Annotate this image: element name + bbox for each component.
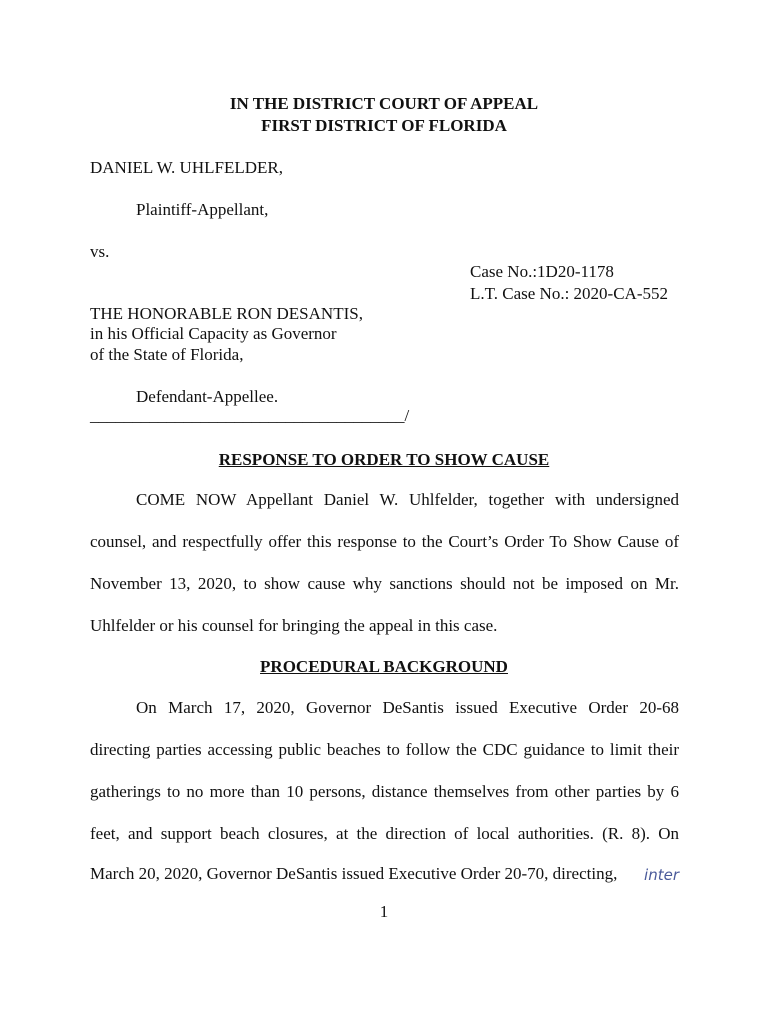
paragraph1-line3: November 13, 2020, to show cause why sanctions should not be imposed on Mr. (90, 574, 679, 593)
defendant-role: Defendant-Appellee. (136, 387, 279, 406)
paragraph2-line5-wrapper (90, 864, 679, 884)
defendant-capacity: in his Official Capacity as Governor (90, 324, 337, 343)
lower-tribunal-case-number: L.T. Case No.: 2020-CA-552 (470, 284, 668, 303)
paragraph1-line4: Uhlfelder or his counsel for bringing the appeal in this case. (90, 616, 498, 635)
paragraph1-line2: counsel, and respectfully offer this response to the Court’s Order To Show Cause of (90, 532, 679, 551)
versus-label: vs. (90, 242, 110, 261)
document-title: RESPONSE TO ORDER TO SHOW CAUSE (218, 450, 550, 469)
case-number: Case No.:1D20-1178 (470, 262, 614, 281)
caption-separator: _____________________________________/ (90, 406, 410, 425)
plaintiff-name: DANIEL W. UHLFELDER, (90, 158, 283, 177)
section-heading: PROCEDURAL BACKGROUND (260, 657, 508, 676)
paragraph2-line5: March 20, 2020, Governor DeSantis issued Executive Order 20-70, directing, (90, 864, 618, 883)
paragraph2-italic-term: inter (644, 866, 679, 884)
paragraph2-line4: feet, and support beach closures, at the direction of local authorities. (R. 8). On (90, 824, 679, 843)
court-heading-line2: FIRST DISTRICT OF FLORIDA (261, 116, 507, 135)
defendant-state: of the State of Florida, (90, 345, 244, 364)
page-number: 1 (379, 902, 389, 921)
defendant-name: THE HONORABLE RON DESANTIS, (90, 304, 363, 323)
court-heading-line1: IN THE DISTRICT COURT OF APPEAL (229, 94, 539, 113)
paragraph2-line3: gatherings to no more than 10 persons, distance themselves from other parties by 6 (90, 782, 679, 801)
paragraph2-line1: On March 17, 2020, Governor DeSantis issued Executive Order 20-68 (136, 698, 679, 717)
paragraph1-line1: COME NOW Appellant Daniel W. Uhlfelder, together with undersigned (136, 490, 679, 509)
paragraph2-line2: directing parties accessing public beaches to follow the CDC guidance to limit their (90, 740, 679, 759)
plaintiff-role: Plaintiff-Appellant, (136, 200, 269, 219)
